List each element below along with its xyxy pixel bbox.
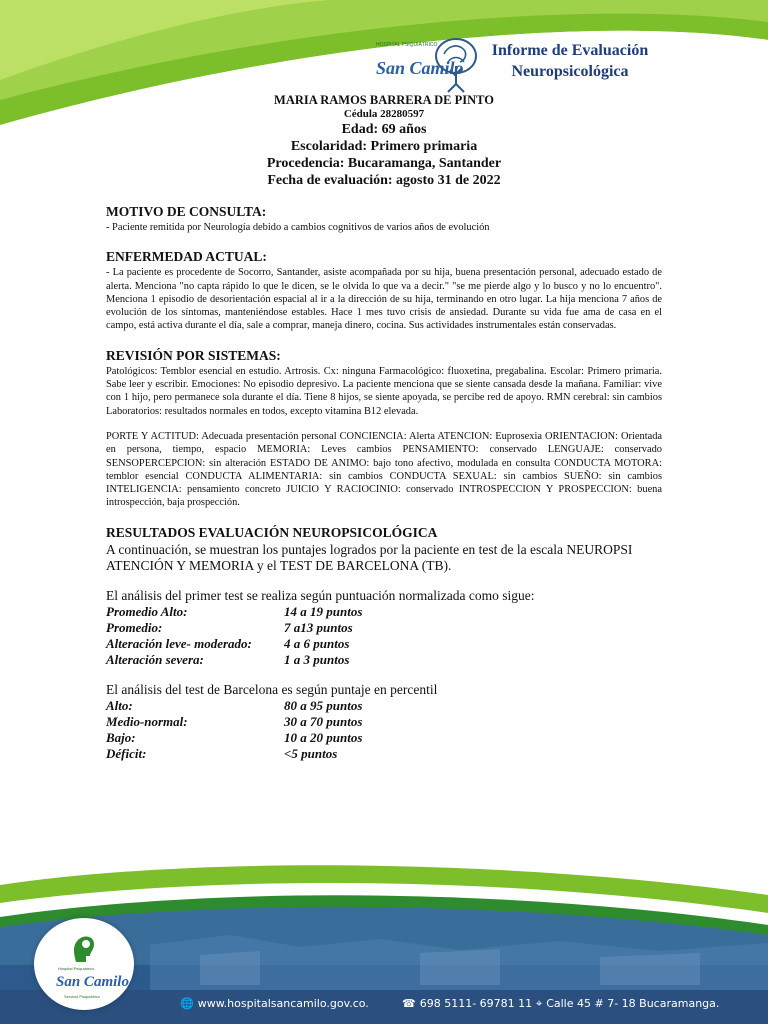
- patient-info: [0, 92, 768, 189]
- patient-age: Edad: 69 años: [341, 122, 427, 137]
- scale1-table: [106, 604, 662, 668]
- title-line-2: Neuropsicológica: [511, 63, 629, 80]
- scale2-intro: El análisis del test de Barcelona es según puntaje en percentil: [106, 681, 438, 697]
- footer-logo-label: Hospital Psiquiátrico: [58, 966, 95, 971]
- title-line-1: Informe de Evaluación: [491, 42, 649, 59]
- motivo-text: - Paciente remitida por Neurología debido a cambios cognitivos de varios años de evolución: [106, 222, 490, 233]
- footer-website[interactable]: [180, 996, 369, 1012]
- scale-row: Promedio Alto: 14 a 19 puntos: [106, 603, 363, 619]
- patient-cedula: Cédula 28280597: [343, 108, 425, 120]
- patient-schooling: Escolaridad: Primero primaria: [290, 139, 478, 154]
- scale2-table: [106, 698, 662, 762]
- footer-address: [536, 996, 719, 1012]
- scale1-intro: El análisis del primer test se realiza según puntuación normalizada como sigue:: [106, 587, 535, 603]
- footer-logo-name: San Camilo: [56, 974, 129, 990]
- revision-text-1: Patológicos: Temblor esencial en estudio. Artrosis. Cx: ninguna Farmacológico: fluoxetina, pregabalina. Escolar: Primero primaria. Sabe leer y escribir. Emociones: No episodio depresivo. La paciente menciona que se siente cansada desde la mañana. Familiar: vive con 1 hijo, pero permanece sola durante el día. Tiene 8 hijos, se siente apoyada, se percibe red de apoyo. RMN cerebral: sin cambios Laboratorios: resultados normales en todos, excepto vitamina B12 elevada.: [106, 365, 662, 417]
- footer-logo-sub: Servicio Psiquiátrico: [64, 994, 101, 999]
- resultados-intro: A continuación, se muestran los puntajes logrados por la paciente en test de la escala NEUROPSI ATENCIÓN Y MEMORIA y el TEST DE BARCELONA (TB).: [106, 541, 633, 573]
- phone-text: 698 5111- 69781 11: [419, 997, 533, 1010]
- scale-row: Promedio: 7 a13 puntos: [106, 619, 353, 635]
- location-icon: ⌖: [536, 997, 543, 1010]
- resultados-heading: RESULTADOS EVALUACIÓN NEUROPSICOLÓGICA: [106, 524, 438, 540]
- scale-row: Alteración severa: 1 a 3 puntos: [106, 651, 350, 667]
- phone-icon: ☎: [402, 997, 416, 1010]
- patient-name: MARIA RAMOS BARRERA DE PINTO: [274, 93, 494, 107]
- tree-icon: [430, 36, 480, 94]
- scale-row: Déficit: <5 puntos: [106, 745, 338, 761]
- enfermedad-heading: ENFERMEDAD ACTUAL:: [106, 249, 267, 265]
- website-text: www.hospitalsancamilo.gov.co.: [197, 997, 369, 1010]
- footer-logo: [34, 918, 134, 1010]
- footer-phone: [402, 996, 532, 1012]
- globe-icon: 🌐: [180, 997, 194, 1010]
- address-text: Calle 45 # 7- 18 Bucaramanga.: [546, 997, 720, 1010]
- patient-origin: Procedencia: Bucaramanga, Santander: [266, 156, 502, 171]
- scale-row: Alto: 80 a 95 puntos: [106, 697, 363, 713]
- motivo-heading: MOTIVO DE CONSULTA:: [106, 204, 267, 219]
- scale-row: Alteración leve- moderado: 4 a 6 puntos: [106, 635, 350, 651]
- document-title: [480, 40, 660, 82]
- enfermedad-text: - La paciente es procedente de Socorro, Santander, asiste acompañada por su hija, buena presentación personal, adecuado estado de alerta. Menciona "no capta rápido lo que le dicen, se le olvida lo que va a decir." "se me pierde algo y lo busco y no lo encuentro". Menciona 1 episodio de desorientación espacial al ir a la dirección de su hija, terminando en otro lugar. La hija menciona 7 años de evolución de los síntomas, manteniéndose estables. Hace 1 mes tuvo crisis de ansiedad. Durante su vida fue ama de casa en el campo, está activa durante el día, sale a comprar, maneja dinero, cocina. Sus actividades instrumentales están conservadas.: [106, 267, 662, 332]
- head-icon: [70, 932, 98, 964]
- evaluation-date: Fecha de evaluación: agosto 31 de 2022: [267, 173, 501, 188]
- hospital-logo: [372, 36, 484, 96]
- revision-heading: REVISIÓN POR SISTEMAS:: [106, 347, 281, 363]
- logo-small-label: HOSPITAL PSIQUIÁTRICO: [376, 42, 438, 48]
- report-body: [106, 203, 662, 762]
- scale-row: Bajo: 10 a 20 puntos: [106, 729, 363, 745]
- scale-row: Medio-normal: 30 a 70 puntos: [106, 713, 363, 729]
- logo-name: San Camilo: [376, 58, 464, 78]
- revision-text-2: PORTE Y ACTITUD: Adecuada presentación personal CONCIENCIA: Alerta ATENCION: Euprosexia ORIENTACION: Orientada en persona, tiempo, espacio MEMORIA: Leves cambios PENSAMIENTO: conservado LENGUAJE: conservado SENSOPERCEPCION: sin alteración ESTADO DE ANIMO: bajo tono afectivo, modulada en consulta CONDUCTA MOTORA: temblor esencial CONDUCTA ALIMENTARIA: sin cambios CONDUCTA SEXUAL: sin cambios SUEÑO: sin cambios INTELIGENCIA: pensamiento concreto JUICIO Y RACIOCINIO: conservado INTROSPECCION Y PROSPECCION: buena introspección, baja prospección.: [106, 430, 662, 509]
